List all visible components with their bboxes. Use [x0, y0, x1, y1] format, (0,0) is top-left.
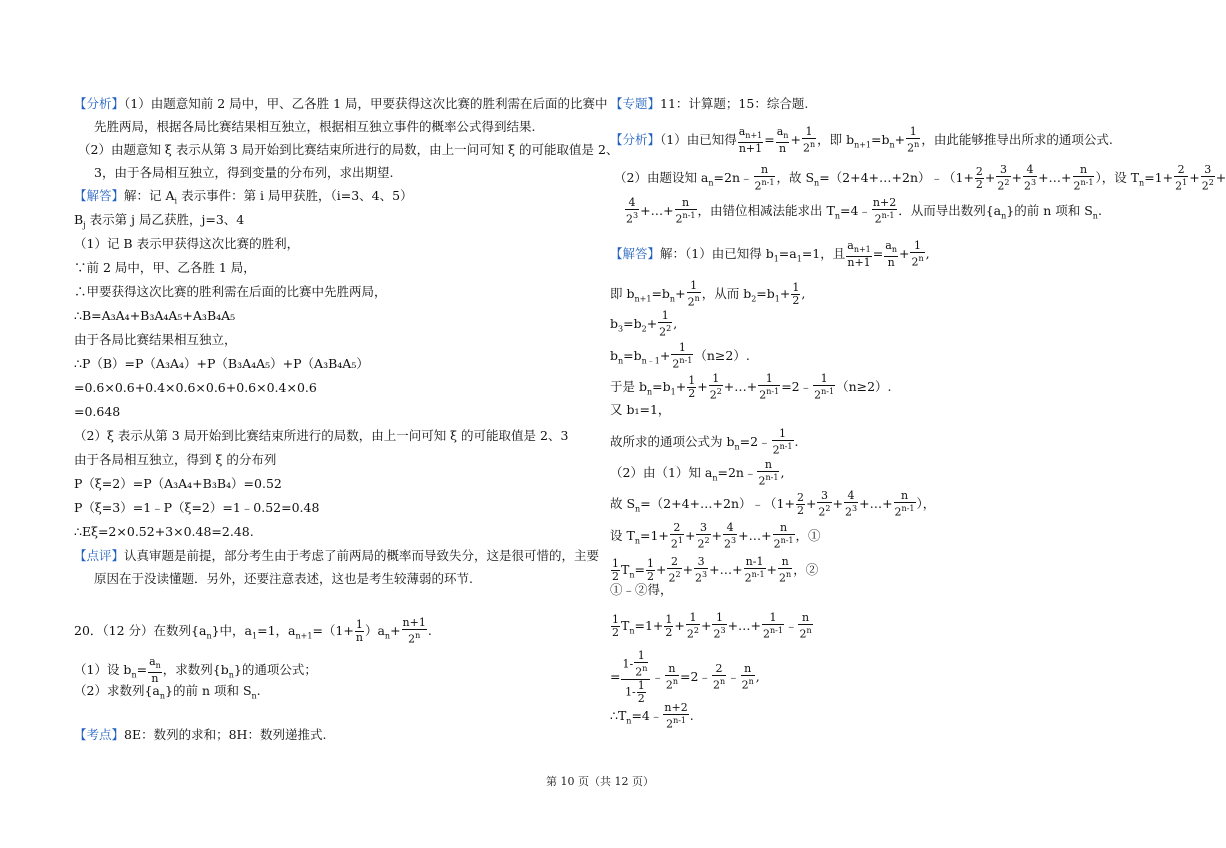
text: =2﹣: [680, 668, 711, 684]
text: （1）由已知得: [660, 132, 737, 148]
subscript: 1: [252, 631, 258, 641]
fraction: $\frac{n+1}{2^n}$: [402, 616, 426, 646]
text-line: 由于各局比赛结果相互独立，: [74, 332, 237, 347]
text: 故所求的通项公式为 b: [610, 433, 735, 449]
text: =b: [623, 315, 642, 331]
fraction: $\frac{1}{2}$: [665, 612, 673, 639]
text-line: = 1- $\frac{1}{2^n}$ 1- $\frac{1}{2}$ ﹣ $\frac{n}{2^n}$ =2﹣ $\frac{2}{2^n}$ ﹣ $\frac{n}{2^n}$ ,: [610, 649, 760, 705]
text: 解：记 A: [124, 188, 175, 203]
fraction: $\frac{2}{2}$: [975, 164, 983, 191]
subscript: n+1: [295, 631, 313, 641]
text: 表示事件：第 i 局甲获胜，（i=3、4、5）: [177, 188, 413, 203]
text: ）a: [364, 622, 385, 638]
text: ，由此能够推导出所求的通项公式.: [921, 132, 1113, 148]
text: =2n﹣: [713, 169, 753, 185]
text: b: [610, 347, 619, 363]
text-line: ∵前 2 局中，甲、乙各胜 1 局，: [74, 260, 256, 275]
fraction: 1- $\frac{1}{2^n}$ 1- $\frac{1}{2}$: [621, 650, 650, 705]
text: （n≥2）.: [694, 347, 750, 363]
fraction: $\frac{4}{2^3}$: [845, 489, 858, 519]
question-20-part2: [74, 684, 261, 704]
fraction: $\frac{2}{2^1}$: [670, 521, 683, 551]
text: =4﹣: [631, 707, 663, 723]
fraction: $\frac{n}{2^n}$: [665, 662, 679, 692]
fraction: $\frac{1}{2^n}$: [687, 279, 700, 309]
text-line: 于是 $b_n=b_1+$ $\frac{1}{2}$ + $\frac{1}{2^2}$ +…+ $\frac{1}{2^{n-1}}$ =2﹣ $\frac{1}{2^{n-1}}$ （n≥2）.: [610, 372, 892, 402]
text: }的前 n 项和 S: [1006, 202, 1093, 218]
solution-line: [74, 189, 413, 209]
fraction: $\frac{1}{2^n}$: [907, 125, 920, 155]
text-line: =0.648: [74, 404, 121, 419]
solution-line: 【解答】解：（1）由已知得 $b_1=a_1=1$，且 $\frac{a_{n+1}}{n+1}$ = $\frac{a_n}{n}$ + $\frac{1}{2^n}$ ,: [610, 239, 930, 270]
text-line: [74, 213, 244, 233]
text-line: $\therefore T_n=4﹣$ $\frac{n+2}{2^{n-1}}$ .: [610, 701, 694, 731]
fraction: $\frac{3}{2^2}$: [697, 521, 710, 551]
text-line: 故所求的通项公式为 $b_n=2﹣$ $\frac{1}{2^{n-1}}$ .: [610, 427, 799, 457]
text: 认真审题是前提，部分考生由于考虑了前两局的概率而导致失分，这是很可惜的，主要: [124, 548, 600, 563]
text: ，②: [793, 561, 819, 577]
text: 设 T: [610, 527, 635, 543]
comment-line: [74, 549, 599, 563]
text-line: （2）由题意知 ξ 表示从第 3 局开始到比赛结束所进行的局数，由上一问可知 ξ 的可能取值是 2、: [78, 142, 619, 157]
fraction: $\frac{n}{2^{n-1}}$: [675, 196, 696, 226]
fraction: $\frac{a_n}{n}$: [885, 239, 897, 270]
fraction: $\frac{1}{2^2}$: [686, 611, 699, 641]
fraction: $\frac{n}{2^n}$: [799, 611, 812, 641]
fraction: $\frac{1}{2^n}$: [802, 125, 816, 155]
fraction: $\frac{a_n}{n}$: [149, 655, 161, 686]
text-line: $\frac{1}{2}$ $T_n=$ $\frac{1}{2}$ + $\frac{2}{2^2}$ + $\frac{3}{2^3}$ +…+ $\frac{n-1}{2^{n-1}}$ + $\frac{n}{2^n}$ ，②: [612, 555, 819, 585]
text-line: ∴甲要获得这次比赛的胜利需在后面的比赛中先胜两局，: [74, 284, 387, 299]
fraction: $\frac{n}{2^{n-1}}$: [754, 163, 775, 193]
text: ∴T: [610, 707, 627, 723]
text: =1，且: [801, 246, 846, 262]
kaodian-tag: 【考点】: [74, 727, 125, 742]
text-line: （2）ξ 表示从第 3 局开始到比赛结束所进行的局数，由上一问可知 ξ 的可能取值是 2、3: [74, 428, 569, 443]
fraction: $\frac{4}{2^3}$: [626, 196, 639, 226]
text: 8E：数列的求和；8H：数列递推式.: [124, 727, 327, 742]
fraction: $\frac{4}{2^3}$: [1023, 163, 1037, 193]
text: =: [136, 662, 148, 678]
subscript: n: [228, 670, 234, 680]
fraction: $\frac{a_n}{n}$: [776, 125, 789, 156]
text: 20．（12 分）在数列{a: [74, 622, 207, 638]
text: 解：（1）由已知得 b: [660, 246, 774, 262]
text: （1）设 b: [74, 662, 132, 678]
text: }的前 n 项和 S: [165, 683, 252, 698]
text: +: [390, 622, 401, 638]
text-line: 设 $T_n=1+$ $\frac{2}{2^1}$ + $\frac{3}{2^2}$ + $\frac{4}{2^3}$ +…+ $\frac{n}{2^{n-1}}$ ，①: [610, 521, 821, 551]
text: +: [894, 132, 906, 148]
text: 故 S: [610, 495, 636, 511]
text-line: ∴Eξ=2×0.52+3×0.48=2.48.: [74, 524, 254, 539]
fraction: $\frac{n+2}{2^{n-1}}$: [872, 196, 897, 226]
text: }中，a: [211, 622, 253, 638]
text: =2﹣: [781, 378, 813, 394]
kaodian-line: [74, 728, 326, 742]
text: ，①: [795, 527, 821, 543]
fraction: $\frac{1}{2^2}$: [659, 309, 672, 339]
question-20: 20．（12 分）在数列$\{a_n\}$中，$a_1=1$，$a_{n+1}=(1+$ $\frac{1}{n}$ ）$a_n+$ $\frac{n+1}{2^n}$ .: [74, 616, 432, 646]
analysis-tag: 【分析】: [610, 132, 661, 148]
text: ，即 b: [817, 132, 855, 148]
text-line: （2）由（1）知 $a_n=2n﹣$ $\frac{n}{2^{n-1}}$ ,: [610, 458, 785, 488]
text: 于是 b: [610, 378, 647, 394]
fraction: $\frac{1}{2^{n-1}}$: [763, 611, 783, 641]
text: .: [256, 683, 261, 698]
text: （2）由题设知 a: [614, 169, 709, 185]
fraction: $\frac{n}{2^{n-1}}$: [1073, 163, 1094, 193]
subscript: j: [83, 220, 86, 230]
text-line: ∴B=A₃A₄+B₃A₄A₅+A₃B₄A₅: [74, 308, 236, 323]
text: ，由错位相减法能求出 T: [697, 202, 835, 218]
question-20-part1: [74, 656, 317, 685]
text-line: P（ξ=3）=1﹣P（ξ=2）=1﹣0.52=0.48: [74, 500, 320, 515]
text: ﹣: [727, 668, 740, 684]
subscript: n: [251, 691, 257, 701]
page-footer: 第 10 页（共 12 页）: [546, 775, 654, 788]
comment-tag: 【点评】: [74, 548, 125, 563]
text: ，从而 b: [701, 285, 752, 301]
fraction: $\frac{n-1}{2^{n-1}}$: [744, 555, 765, 585]
text: =1，a: [257, 622, 296, 638]
text: ），: [916, 495, 936, 511]
analysis-line: 【分析】（1）由已知得 $\frac{a_{n+1}}{n+1}$ = $\frac{a_n}{n}$ + $\frac{1}{2^n}$ ，即 $b_{n+1}=b_n+$ $\frac{1}{2^n}$ ，由此能够推导出所求的通项公式.: [610, 125, 1113, 156]
text: ，故 S: [776, 169, 815, 185]
fraction: $\frac{a_{n+1}}{n+1}$: [738, 125, 763, 156]
text: （2）由（1）知 a: [610, 464, 713, 480]
text-line: 故 $S_n=(2+4+\dots+2n)﹣(1+$ $\frac{2}{2}$ + $\frac{3}{2^2}$ + $\frac{4}{2^3}$ +…+ $\frac{n}{2^{n-1}}$ ），: [610, 489, 936, 519]
subscript: n: [384, 631, 391, 641]
text: =2n﹣: [717, 464, 757, 480]
fraction: $\frac{2}{2}$: [796, 490, 804, 517]
text: =4﹣: [839, 202, 871, 218]
analysis-line-2: （2）由题设知 $a_n=2n﹣$ $\frac{n}{2^{n-1}}$ ，故 $S_n=(2+4+\dots+2n)﹣(1+$ $\frac{2}{2}$ + $\frac{3}{2^2}$ + $\frac{4}{2^3}$ +…+ $\frac{n}{2^{n-1}}$ ），设 $T_n=1+$ $\frac{2}{2^1}$ + $\frac{3}{2^2}$ +: [614, 163, 1226, 193]
fraction: $\frac{n}{2^n}$: [779, 555, 792, 585]
text: b: [610, 315, 619, 331]
analysis-line-3: $\frac{4}{2^3}$ +…+ $\frac{n}{2^{n-1}}$ ，由错位相减法能求出 $T_n=4﹣$ $\frac{n+2}{2^{n-1}}$ ．从而导出数列$\{a_n\}$的前 n 项和 $S_n$.: [626, 196, 1102, 226]
text: （2）求数列{a: [74, 683, 160, 698]
fraction: $\frac{2}{2^2}$: [668, 555, 681, 585]
subscript: i: [174, 196, 178, 206]
text-line: 3，由于各局相互独立，得到变量的分布列，求出期望.: [94, 165, 394, 180]
text-line: $\frac{1}{2}$ $T_n=1+$ $\frac{1}{2}$ + $\frac{1}{2^2}$ + $\frac{1}{2^3}$ +…+ $\frac{1}{2^{n-1}}$ ﹣ $\frac{n}{2^n}$: [612, 611, 812, 641]
text: +: [675, 285, 686, 301]
subscript: n: [159, 691, 166, 701]
text: 11：计算题；15：综合题.: [660, 96, 809, 111]
fraction: $\frac{1}{2}$: [646, 556, 654, 583]
text-line: =0.6×0.6+0.4×0.6×0.6+0.6×0.4×0.6: [74, 380, 317, 395]
fraction: $\frac{1}{2}$: [688, 373, 696, 400]
fraction: $\frac{1}{2^{n-1}}$: [672, 341, 693, 371]
fraction: $\frac{1}{2}$: [612, 612, 619, 639]
fraction: $\frac{1}{2}$: [792, 280, 800, 307]
fraction: $\frac{1}{2^n}$: [911, 239, 924, 269]
fraction: $\frac{4}{2^3}$: [724, 521, 737, 551]
text-line: ①﹣②得，: [610, 582, 673, 597]
text: =1+: [1144, 169, 1174, 185]
solution-tag: 【解答】: [610, 246, 661, 262]
analysis-tag: 【分析】: [74, 96, 125, 111]
text: 即 b: [610, 285, 635, 301]
solution-tag: 【解答】: [74, 188, 125, 203]
fraction: $\frac{1}{2^{n-1}}$: [759, 372, 780, 402]
fraction: $\frac{n}{2^{n-1}}$: [758, 458, 779, 488]
text-line: P（ξ=2）=P（A₃A₄+B₃B₄）=0.52: [74, 476, 282, 491]
fraction: $\frac{1}{2^{n-1}}$: [772, 427, 793, 457]
zhuanti-line: [610, 97, 808, 111]
analysis-line: [74, 97, 608, 111]
text-line: ∴P（B）=P（A₃A₄）+P（B₃A₄A₅）+P（A₃B₄A₅）: [74, 356, 369, 371]
fraction: $\frac{n}{2^{n-1}}$: [894, 489, 915, 519]
fraction: $\frac{a_{n+1}}{n+1}$: [847, 239, 871, 270]
text-line: $b_3=b_2+$ $\frac{1}{2^2}$ ,: [610, 309, 678, 339]
text: ，求数列{b: [162, 662, 229, 678]
fraction: $\frac{3}{2^2}$: [818, 489, 831, 519]
text-line: 又 b₁=1，: [610, 402, 671, 417]
text: =（2+4+…+2n）﹣（1+: [819, 169, 974, 185]
text-line: $b_n=b_{n﹣1}+$ $\frac{1}{2^{n-1}}$ （n≥2）.: [610, 341, 750, 371]
fraction: $\frac{n}{2^n}$: [741, 662, 754, 692]
text-line: 先胜两局，根据各局比赛结果相互独立，根据相互独立事件的概率公式得到结果.: [94, 119, 536, 134]
fraction: $\frac{1}{2^{n-1}}$: [814, 372, 835, 402]
subscript: n: [206, 631, 212, 641]
fraction: $\frac{3}{2^2}$: [1201, 163, 1214, 193]
text-line: 原因在于没读懂题．另外，还要注意表述，这也是考生较薄弱的环节.: [94, 571, 473, 586]
fraction: $\frac{1}{n}$: [355, 617, 363, 644]
text: B: [74, 212, 84, 227]
fraction: $\frac{3}{2^3}$: [695, 555, 708, 585]
fraction: $\frac{1}{2^3}$: [713, 611, 726, 641]
text: .: [1097, 202, 1102, 218]
fraction: $\frac{2}{2^n}$: [712, 662, 726, 692]
fraction: $\frac{n+2}{2^{n-1}}$: [664, 701, 688, 731]
text: 表示第 j 局乙获胜，j=3、4: [85, 212, 245, 227]
text: ），设 T: [1095, 169, 1140, 185]
text: =（1+: [312, 622, 354, 638]
fraction: $\frac{1}{2^2}$: [709, 372, 722, 402]
text-line: （1）记 B 表示甲获得这次比赛的胜利，: [74, 236, 300, 251]
text: }的通项公式；: [233, 662, 317, 678]
text: =（2+4+…+2n）﹣（1+: [640, 495, 795, 511]
text: ．从而导出数列{a: [898, 202, 1002, 218]
text-line: 即 $b_{n+1}=b_n+$ $\frac{1}{2^n}$ ，从而 $b_2=b_1+$ $\frac{1}{2}$ ,: [610, 279, 806, 309]
text: =b: [871, 132, 890, 148]
text: =b: [651, 285, 670, 301]
text: =2﹣: [739, 433, 771, 449]
text-line: 由于各局相互独立，得到 ξ 的分布列: [74, 452, 277, 467]
text: =b: [623, 347, 642, 363]
text: （1）由题意知前 2 局中，甲、乙各胜 1 局，甲要获得这次比赛的胜利需在后面的比赛中: [124, 96, 608, 111]
subscript: n: [131, 670, 137, 680]
zhuanti-tag: 【专题】: [610, 96, 661, 111]
text: （n≥2）.: [836, 378, 892, 394]
fraction: $\frac{3}{2^2}$: [997, 163, 1010, 193]
text: =b: [652, 378, 671, 394]
text: =b: [756, 285, 775, 301]
text: =a: [778, 246, 797, 262]
fraction: $\frac{n}{2^{n-1}}$: [773, 521, 794, 551]
text: =1+: [639, 527, 669, 543]
fraction: $\frac{1}{2}$: [612, 556, 619, 583]
fraction: $\frac{2}{2^1}$: [1175, 163, 1188, 193]
